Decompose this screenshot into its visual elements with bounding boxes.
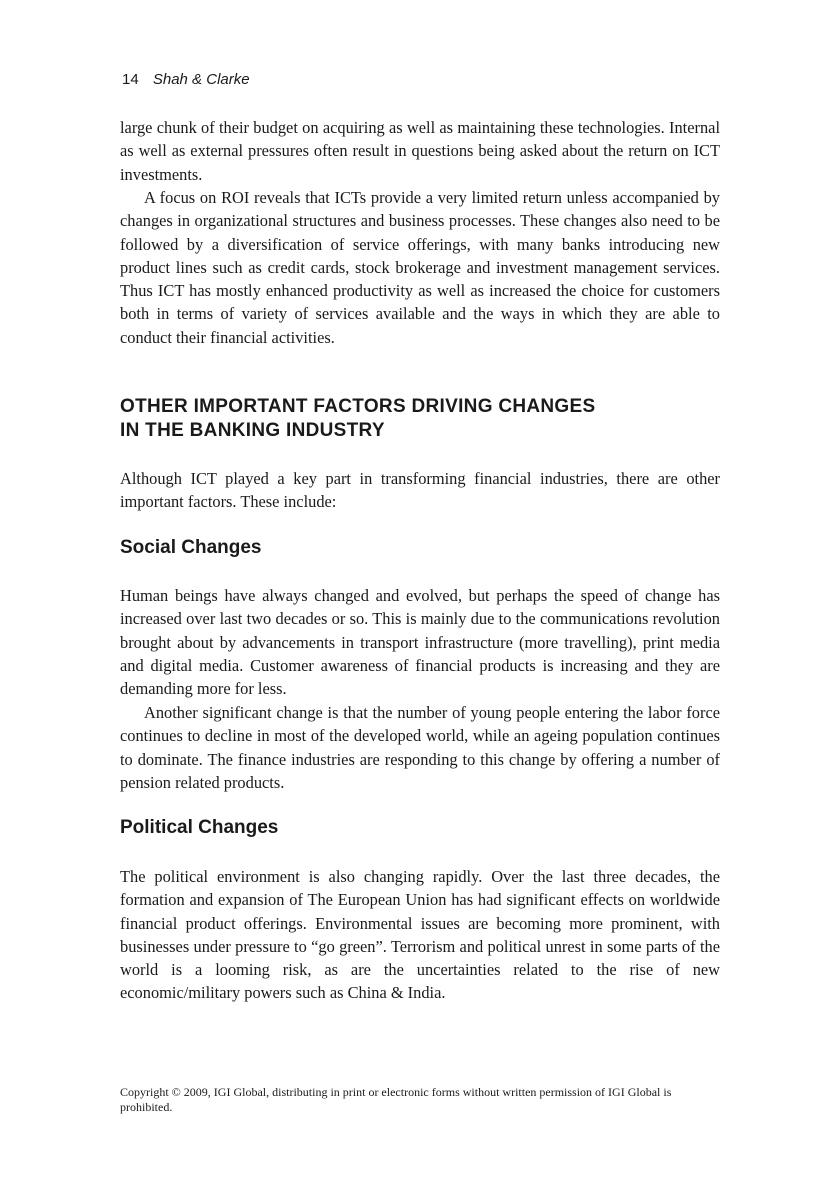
paragraph-roi: A focus on ROI reveals that ICTs provide a very limited return unless accompanied by changes in organizational structures and business processes. These changes also need to be followed by a diversification of service offerings, with many banks introducing new product lines such as credit cards, stock brokerage and investment management services. Thus ICT has mostly enhanced productivity as well as increased the choice for customers both in terms of variety of services available and the ways in which they are able to conduct their financial activities.	[120, 188, 720, 347]
subheading-political-changes: Political Changes	[120, 817, 279, 838]
copyright-notice: Copyright © 2009, IGI Global, distributing in print or electronic forms without written permission of IGI Global is prohibited.	[120, 1085, 672, 1114]
paragraph-intro-factors: Although ICT played a key part in transforming financial industries, there are other important factors. These include:	[120, 469, 720, 512]
section-heading-line-1: OTHER IMPORTANT FACTORS DRIVING CHANGES	[120, 396, 596, 417]
section-heading-other-factors	[120, 395, 720, 443]
paragraph-social-2: Another significant change is that the number of young people entering the labor force continues to decline in most of the developed world, while an ageing population continues to dominate. The finance industries are responding to this change by offering a number of pension related products.	[120, 703, 720, 792]
paragraph-political: The political environment is also changing rapidly. Over the last three decades, the formation and expansion of The European Union has had significant effects on worldwide financial product offerings. Environmental issues are becoming more prominent, with businesses under pressure to “go green”. Terrorism and political unrest in some parts of the world is a looming risk, as are the uncertainties related to the rise of new economic/military powers such as China & India.	[120, 867, 720, 1003]
running-header	[122, 71, 250, 88]
paragraph-social-1: Human beings have always changed and evolved, but perhaps the speed of change has increased over last two decades or so. This is mainly due to the communications revolution brought about by advancements in transport infrastructure (more travelling), print media and digital media. Customer awareness of financial products is increasing and they are demanding more for less.	[120, 586, 720, 699]
subheading-social-changes: Social Changes	[120, 537, 262, 558]
running-header-authors: Shah & Clarke	[152, 71, 250, 88]
paragraph-budget: large chunk of their budget on acquiring as well as maintaining these technologies. Internal as well as external pressures often result in questions being asked about the return on ICT investments.	[120, 118, 720, 184]
section-heading-line-2: IN THE BANKING INDUSTRY	[120, 420, 385, 441]
page-number: 14	[122, 71, 139, 88]
